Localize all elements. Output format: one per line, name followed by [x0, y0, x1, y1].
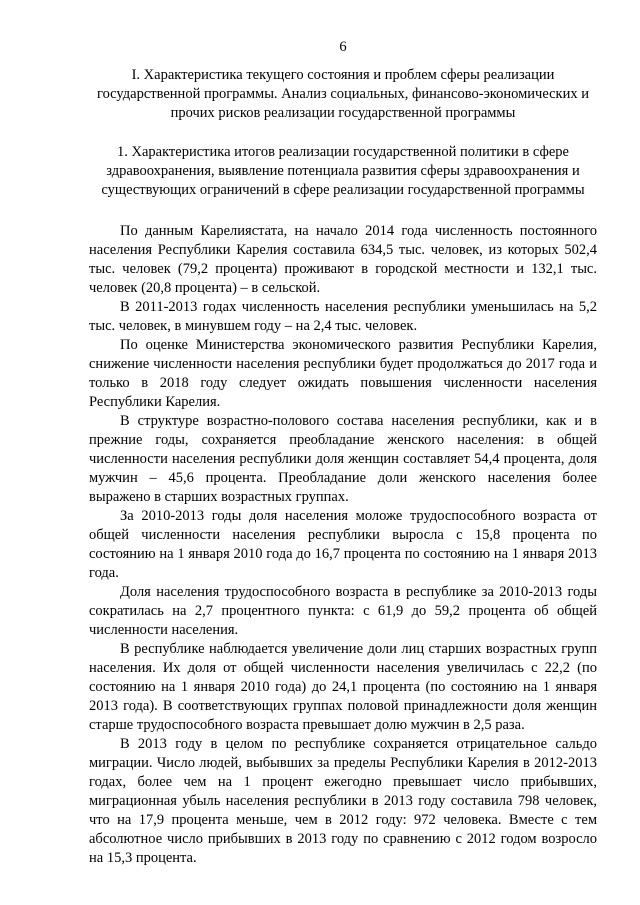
section-heading: I. Характеристика текущего состояния и проблем сферы реализации государственной программы. Анализ социальных, финансово-экономических и прочих рисков реализации государственной программы — [96, 67, 589, 121]
paragraph-working-age: Доля населения трудоспособного возраста в республике за 2010-2013 годы сократилась на 2,7 процентного пункта: с 61,9 до 59,2 процента об общей численности населения. — [89, 584, 597, 638]
paragraph-migration: В 2013 году в целом по республике сохраняется отрицательное сальдо миграции. Число людей, выбывших за пределы Республики Карелия в 2012-2013 годах, более чем на 1 процент ежегодно превышает число прибывших, миграционная убыль населения республики в 2013 году составила 798 человек, что на 17,9 процента меньше, чем в 2012 году: 972 человека. Вместе с тем абсолютное число прибывших в 2013 году по сравнению с 2012 годом возросло на 15,3 процента. — [89, 736, 597, 866]
paragraph-population: По данным Карелиястата, на начало 2014 года численность постоянного населения Республики Карелия составила 634,5 тыс. человек, из которых 502,4 тыс. человек (79,2 процента) проживают в городской местности и 132,1 тыс. человек (20,8 процента) – в сельской. — [89, 223, 597, 296]
paragraph-older-population: В республике наблюдается увеличение доли лиц старших возрастных групп населения. Их доля от общей численности населения увеличилась с 22,2 (по состоянию на 1 января 2010 года) до 24,1 процента (по состоянию на 1 января 2013 года). В соответствующих группах половой принадлежности доля женщин старше трудоспособного возраста превышает долю мужчин в 2,5 раза. — [89, 641, 597, 733]
paragraph-decline: В 2011-2013 годах численность населения республики уменьшилась на 5,2 тыс. человек, в минувшем году – на 2,4 тыс. человек. — [89, 299, 597, 334]
page-number: 6 — [339, 39, 347, 55]
paragraph-forecast: По оценке Министерства экономического развития Республики Карелия, снижение численности населения республики будет продолжаться до 2017 года и только в 2018 году следует ожидать повышения численности населения Республики Карелия. — [89, 337, 597, 410]
paragraph-young-population: За 2010-2013 годы доля населения моложе трудоспособного возраста от общей численности населения республики выросла с 15,8 процента по состоянию на 1 января 2010 года до 16,7 процента по состоянию на 1 января 2013 года. — [89, 508, 597, 581]
subsection-heading: 1. Характеристика итогов реализации государственной политики в сфере здравоохранения, выявление потенциала развития сферы здравоохранения и существующих ограничений в сфере реализации государственной программы — [101, 144, 585, 198]
paragraph-gender-structure: В структуре возрастно-полового состава населения республики, как и в прежние годы, сохраняется преобладание женского населения: в общей численности населения республики доля женщин составляет 54,4 процента, доля мужчин – 45,6 процента. Преобладание доли женского населения более выражено в старших возрастных группах. — [89, 413, 597, 505]
document-page — [89, 38, 597, 868]
body-text — [89, 222, 597, 868]
